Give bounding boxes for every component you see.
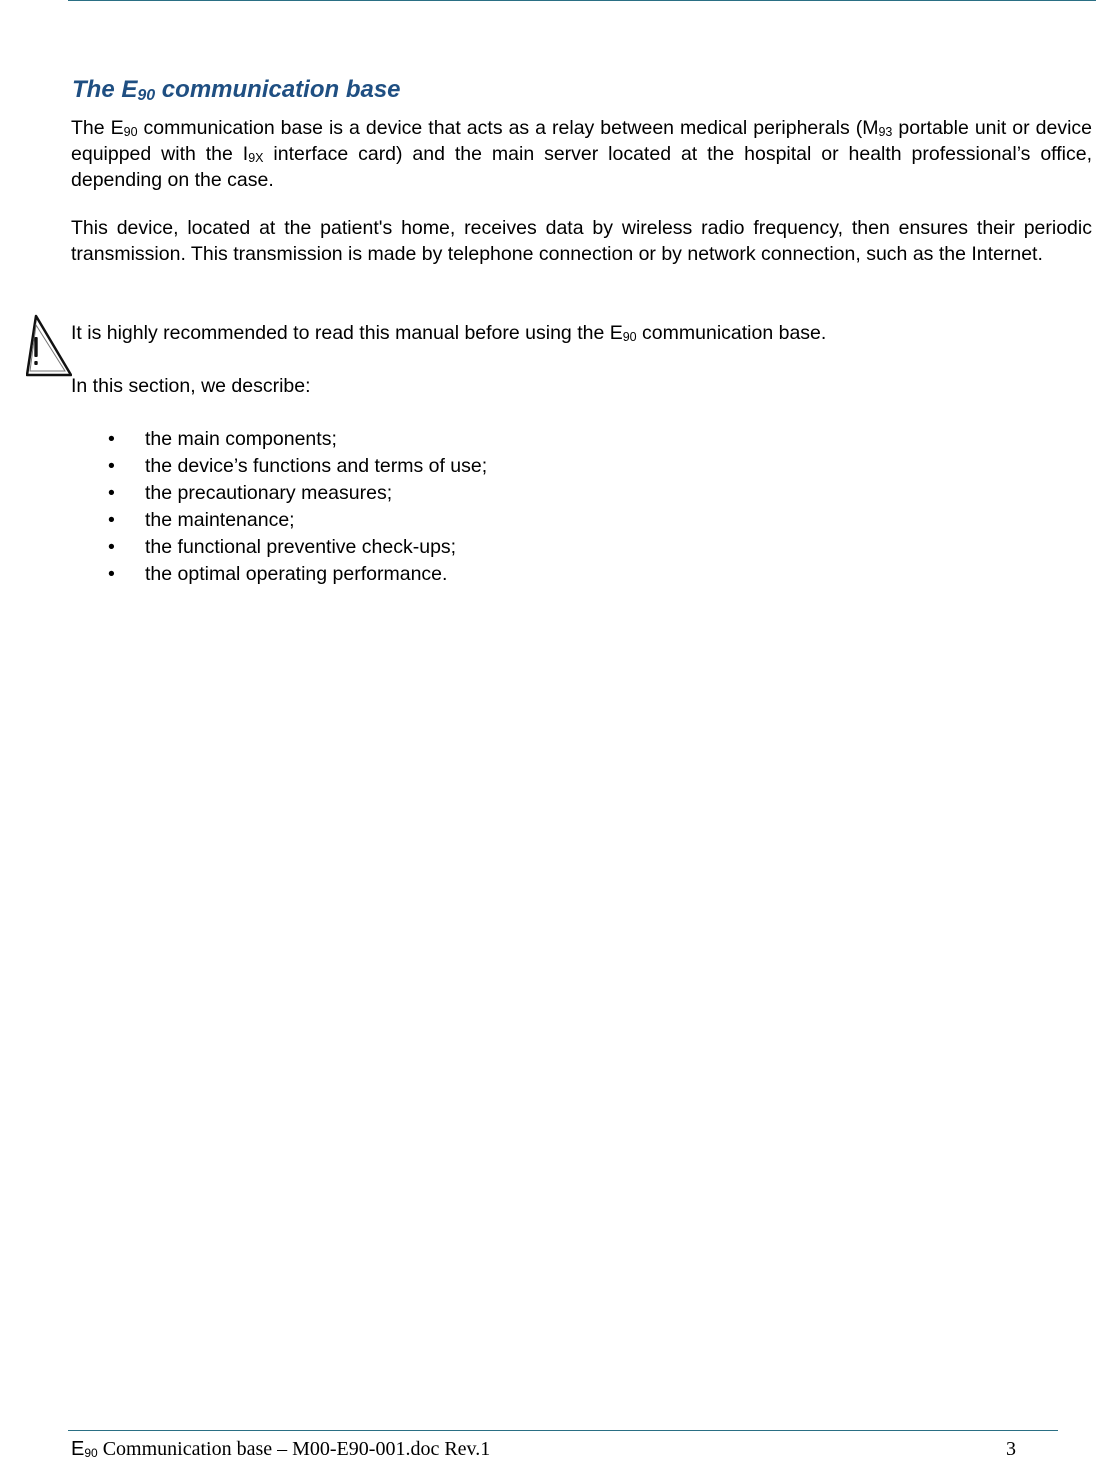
device-paragraph: This device, located at the patient's home, receives data by wireless radio frequency, then ensures their periodic transmission. This transmission is made by telephone connection or by network connection, such as the Internet. bbox=[71, 217, 1092, 265]
section-heading: The $E_{90}$ communication base bbox=[72, 76, 401, 104]
recommendation-paragraph: It is highly recommended to read this manual before using the $E_{90}$ communication base. bbox=[71, 322, 827, 344]
bullet-icon: • bbox=[108, 428, 115, 450]
footer-label: $E_{90}$ Communication base – M00-E90-001.doc Rev.1 bbox=[71, 1438, 491, 1460]
bullet-icon: • bbox=[108, 509, 115, 531]
section-intro: In this section, we describe: bbox=[71, 375, 311, 397]
bullet-icon: • bbox=[108, 482, 115, 504]
bullet-icon: • bbox=[108, 563, 115, 585]
bullet-icon: • bbox=[108, 536, 115, 558]
header-rule bbox=[68, 0, 1096, 1]
page-number: 3 bbox=[1006, 1438, 1016, 1460]
footer-rule bbox=[68, 1430, 1058, 1431]
warning-triangle-icon bbox=[26, 313, 72, 377]
bullet-icon: • bbox=[108, 455, 115, 477]
intro-paragraph: The $E_{90}$ communication base is a device that acts as a relay between medical peripherals ($M_{93}$ portable unit or device equipped with the $I_{9X}$ interface card) and the main server located at the hospital or health professional’s office, depending on the case. bbox=[71, 117, 1093, 191]
page-footer bbox=[71, 1436, 1031, 1462]
